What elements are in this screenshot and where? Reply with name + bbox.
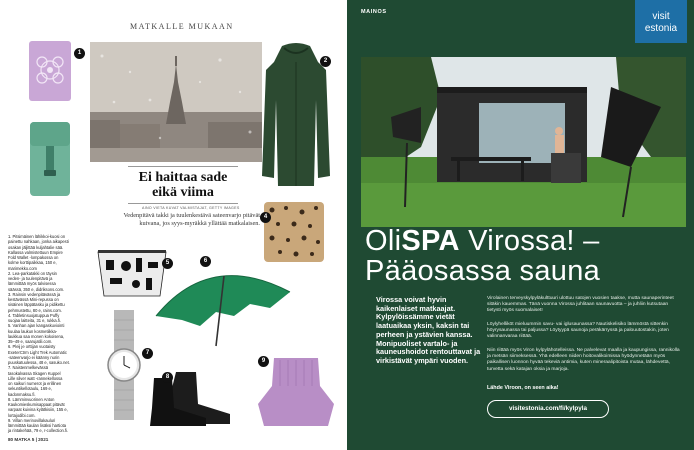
- visit-estonia-link-button[interactable]: visitestonia.com/fi/kylpyla: [487, 400, 609, 418]
- list-line: 3. Rainsin vedenpitävässä ja: [8, 291, 61, 297]
- product-number-9: 9: [258, 356, 269, 367]
- wallet-image: [28, 40, 72, 102]
- ad-title-oli: Oli: [365, 225, 402, 257]
- list-line: kadonmaksu.fi.: [8, 391, 36, 397]
- ad-call-to-action: Lähde Viroon, on seen aika!: [487, 385, 559, 391]
- product-watch: [106, 310, 150, 420]
- section-title: MATKALLE MUKAAN: [130, 22, 234, 31]
- visit-estonia-logo: [635, 0, 687, 43]
- list-line: puuskatuulessa, 48 e, sasuko.net.: [8, 360, 70, 365]
- product-description-list: [8, 234, 96, 434]
- product-number-2: 2: [320, 56, 331, 67]
- list-line: 1. Pitsimäinen lähikkoi-kuosi on: [8, 234, 66, 239]
- list-line: tasokalvassa Skagen Kuppel: [8, 370, 61, 376]
- list-line: 2. Lea-parkatakki on täysin: [8, 270, 57, 276]
- list-line: laukkua saa monen kokoisena,: [8, 333, 65, 339]
- product-umbrella: [150, 256, 295, 350]
- product-parka: [260, 40, 332, 190]
- product-number-5: 5: [162, 258, 173, 269]
- logo-line-1: visit: [652, 11, 670, 22]
- ad-lede: Virossa voivat hyvin kaikenlaiset matkaajat. Kylpylöissämme vietät laatuaikaa yksin, kaksin tai perheen ja ystävien kanssa. Monipuoliset vartalo- ja kauneushoidot rentouttavat ja virkistävät ympäri vuoden.: [376, 295, 481, 365]
- product-boots: [148, 368, 234, 428]
- list-line: kolme korttipaikkaa, 150 e,: [8, 260, 57, 266]
- headline-line-1: Ei haittaa sade: [138, 170, 228, 185]
- list-line: suojaa laitteita, 31 e, rukka.fi.: [8, 318, 62, 323]
- product-number-7: 7: [142, 348, 153, 359]
- list-line: säässä, 350 e, didriksons.com.: [8, 286, 65, 292]
- ad-body-paragraph-1: Virolainen terveyskylpyläkulttuuri ulottuu satojen vuosien taakse, mutta saunaperinteet sitäkin kauemmas. Tänä vuonna Virossa juhlitaan saunavuotta – ja juhliin kutsutaan tietysti myös suomalaiset!: [487, 296, 674, 314]
- paris-rain-photo: [90, 42, 262, 162]
- list-line: Lille silver watt -rannekellossa: [8, 375, 63, 381]
- sauna-scene-image: [361, 57, 686, 227]
- list-line: pehmustettu, 80 e, rains.com.: [8, 307, 62, 313]
- right-page-advertisement: [347, 0, 694, 450]
- list-line: sisäinen läppätasku ja pidikettu: [8, 302, 65, 308]
- product-leopard-case: [262, 198, 326, 264]
- headline-bottom-rule: [128, 203, 238, 204]
- article-credits: AINO VIETA KUVAT VALMISTAJAT, GETTY IMAGES: [142, 206, 240, 210]
- ad-body-paragraph-2: Löylyhelliköt mieluummin savu- vai iglusaunassa? Nautiskelisiko lämmöstä sittenkin höyrysaunassa tai paljussa? Löytyypä saunoja peräkärryssä ja palouutostakin, joten valinnanvaraa riittää.: [487, 322, 669, 340]
- page-footer: 80 MATKA 5 | 2021: [8, 437, 49, 442]
- list-line: 7. Naistenmelkevässä: [8, 365, 49, 371]
- advertisement-label: MAINOS: [361, 9, 387, 15]
- article-headline: [108, 170, 258, 200]
- list-line: kuulaa laukun kosmetiikka-: [8, 328, 58, 334]
- list-line: 6. Pleij je orttijan vuotaisty: [8, 344, 56, 350]
- logo-line-2: estonia: [644, 23, 678, 34]
- rain-boots-image: [148, 368, 234, 428]
- list-line: Kallassa valmistettuun Empire: [8, 249, 63, 255]
- product-number-1: 1: [74, 48, 85, 59]
- list-line: ExeterCtrm Light Trek Automatic: [8, 349, 67, 355]
- outdoor-sauna-photo: [361, 57, 686, 227]
- list-line: varpaat kuivina kylätkisiin, 155 e,: [8, 407, 68, 413]
- product-backpack: [24, 118, 76, 198]
- list-line: 8. Lämminvuorinen Anton: [8, 396, 55, 402]
- list-line: veden- ja tuulenpitävä ja: [8, 276, 53, 281]
- ad-body-paragraph-3: Niin riittää myös Viron kylpylähotelleissa. Ne palvelevat maalla ja kaupungissa, rannikolla ja metsän siimeksessä. Yhä edelleen niiden hoitovalikoimissa hyödynnetään myös paikallisen luonnon hyvää tekeviä antimia, kuten mineraalipitoista mutaa, lähdevettä, turvetta sekä katajan oksia ja marjoja.: [487, 348, 680, 372]
- headline-top-rule: [128, 166, 238, 167]
- product-number-6: 6: [200, 256, 211, 267]
- paris-skyline-image: [90, 42, 262, 162]
- ad-title-virossa: Virossa! –: [459, 225, 600, 257]
- list-line: 5. Vanhan ajan kangaskuviointi: [8, 323, 65, 329]
- ad-title-spa: SPA: [401, 225, 460, 257]
- list-line: osakan jäljittää kuljahtalie sää.: [8, 244, 64, 250]
- list-line: painettu nahkaan, jonka aikapesti: [8, 239, 69, 245]
- list-line: marimekko.com: [8, 265, 37, 271]
- ad-title-line-2: Pääosassa sauna: [365, 255, 601, 287]
- list-line: -sateenvarjo ei käänny nurin: [8, 354, 60, 360]
- headline-line-2: eikä viima: [152, 185, 214, 200]
- product-collar: [256, 352, 336, 428]
- umbrella-image: [150, 256, 295, 350]
- list-line: ja rintakehää, 79 e, r-collection.fi.: [8, 428, 69, 434]
- product-wallet: [28, 40, 82, 102]
- list-line: 35–49 e, saarujatili.com.: [8, 339, 53, 344]
- list-line: 4. Tabletinsuojatuppua Puffy: [8, 312, 60, 318]
- list-line: kestävässä Mini-repussa on: [8, 297, 59, 302]
- ad-title-line-1: [365, 226, 600, 256]
- list-line: lämmittää myös talvisessa: [8, 281, 56, 287]
- product-number-8: 8: [162, 372, 173, 383]
- list-line: lortajodibi.com.: [8, 412, 36, 418]
- list-line: lämmittää kaulan lisäksi hartiota: [8, 423, 67, 428]
- leopard-case-image: [262, 198, 326, 264]
- product-number-4: 4: [260, 212, 271, 223]
- list-line: on saikuri numerot ja erillinen: [8, 381, 62, 386]
- watch-image: [106, 310, 142, 420]
- backpack-image: [24, 118, 76, 198]
- list-line: Fold Wallet -lompakossa on: [8, 255, 59, 260]
- list-line: 9. Villan merinovillakauluri: [8, 417, 56, 423]
- article-lede: Vedenpitävä takki ja tuulenkestävä sateenvarjo pitävät kuivana, jos syys-myräkkä yllättää matkalaisen.: [123, 212, 260, 227]
- list-line: Kaukomieskumisappaat pitävät: [8, 402, 65, 407]
- list-line: sekuntikellotaulu, 169 e,: [8, 386, 52, 392]
